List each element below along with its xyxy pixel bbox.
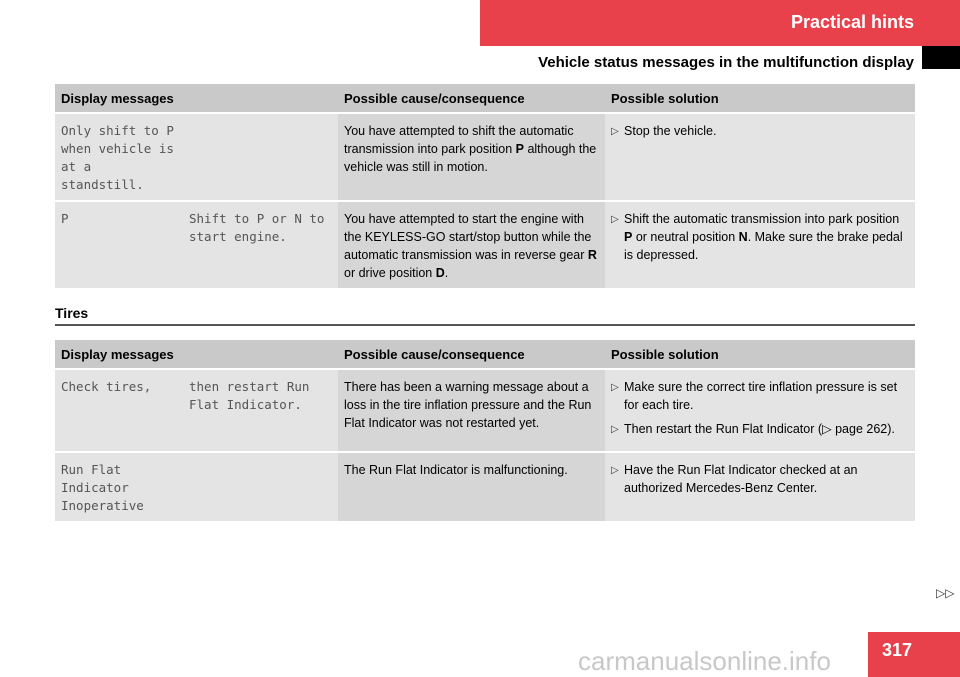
- solution-item: [611, 122, 909, 141]
- solution-text: Make sure the correct tire inflation pressure is set for each tire.: [624, 380, 898, 412]
- solution-item: [611, 461, 909, 497]
- continue-icon: ▷▷: [936, 586, 955, 600]
- page-number: 317: [868, 632, 960, 677]
- solution-cell: [605, 452, 915, 521]
- display-message-cont-cell: Shift to P or N to start engine.: [183, 201, 338, 288]
- status-messages-table: [55, 84, 915, 288]
- header-display-messages: Display messages: [55, 340, 338, 369]
- solution-item: [611, 210, 909, 264]
- table-row: [55, 201, 915, 288]
- header-possible-cause: Possible cause/consequence: [338, 84, 605, 113]
- header-possible-solution: Possible solution: [605, 84, 915, 113]
- triangle-bullet-icon: ▷: [611, 465, 619, 476]
- display-message-cell: P: [55, 201, 183, 288]
- solution-text: Shift the automatic transmission into park position P or neutral position N. Make sure the brake pedal is depressed.: [624, 212, 903, 262]
- display-message-cont-cell: [183, 113, 338, 201]
- solution-cell: [605, 113, 915, 201]
- header-possible-cause: Possible cause/consequence: [338, 340, 605, 369]
- table-row: [55, 452, 915, 521]
- bold-text: D: [435, 266, 445, 280]
- cause-cell: You have attempted to shift the automatic transmission into park position P although the vehicle was still in motion.: [338, 113, 605, 201]
- table-header-row: [55, 340, 915, 369]
- bold-text: P: [515, 142, 524, 156]
- solution-text: Then restart the Run Flat Indicator (▷ page 262).: [624, 422, 895, 436]
- solution-text: Stop the vehicle.: [624, 124, 717, 138]
- triangle-bullet-icon: ▷: [611, 382, 619, 393]
- tires-messages-table: [55, 340, 915, 521]
- display-message-cont-cell: then restart Run Flat Indicator.: [183, 369, 338, 452]
- table-row: [55, 369, 915, 452]
- solution-text: Have the Run Flat Indicator checked at an authorized Mercedes-Benz Center.: [624, 463, 858, 495]
- header-display-messages: Display messages: [55, 84, 338, 113]
- solution-item: [611, 378, 909, 414]
- triangle-bullet-icon: ▷: [611, 126, 619, 137]
- solution-cell: [605, 369, 915, 452]
- solution-item: [611, 420, 909, 439]
- triangle-bullet-icon: ▷: [611, 424, 619, 435]
- display-message-cell: Run Flat Indicator Inoperative: [55, 452, 183, 521]
- watermark: carmanualsonline.info: [578, 646, 831, 676]
- display-message-cell: Check tires,: [55, 369, 183, 452]
- cause-cell: You have attempted to start the engine with the KEYLESS-GO start/stop button while the automatic transmission was in reverse gear R or drive position D.: [338, 201, 605, 288]
- table-row: [55, 113, 915, 201]
- display-message-cell: Only shift to P when vehicle is at a standstill.: [55, 113, 183, 201]
- section-title: Practical hints: [480, 0, 960, 46]
- cause-cell: There has been a warning message about a loss in the tire inflation pressure and the Run Flat Indicator was not restarted yet.: [338, 369, 605, 452]
- table-header-row: [55, 84, 915, 113]
- header-possible-solution: Possible solution: [605, 340, 915, 369]
- page-subtitle: Vehicle status messages in the multifunction display: [538, 54, 914, 71]
- cause-cell: The Run Flat Indicator is malfunctioning.: [338, 452, 605, 521]
- solution-cell: [605, 201, 915, 288]
- tires-heading: Tires: [55, 305, 915, 326]
- display-message-cont-cell: [183, 452, 338, 521]
- corner-marker: [922, 46, 960, 69]
- bold-text: P: [624, 230, 633, 244]
- triangle-bullet-icon: ▷: [611, 214, 619, 225]
- bold-text: R: [587, 248, 597, 262]
- bold-text: N: [738, 230, 748, 244]
